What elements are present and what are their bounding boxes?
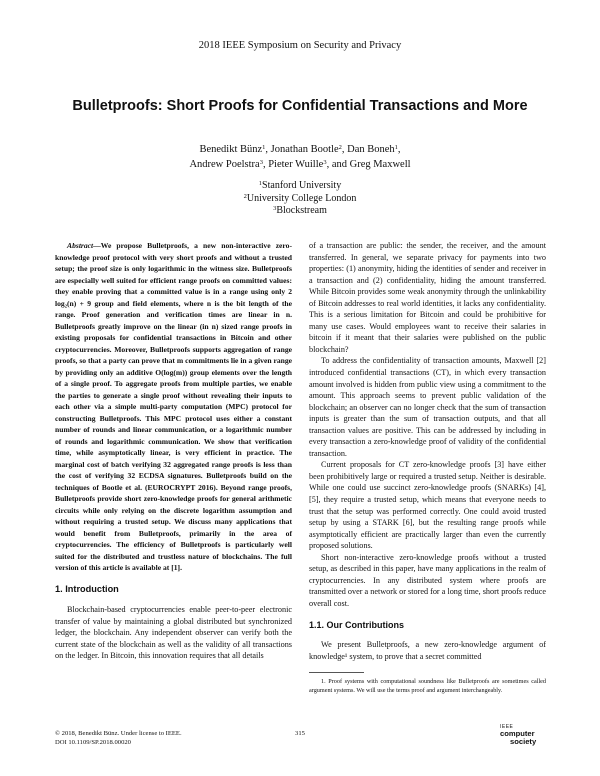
logo-computer-text: computer	[500, 729, 535, 738]
computer-society-logo	[500, 724, 550, 750]
author-name: Pieter Wuille	[268, 158, 324, 170]
author-list	[0, 143, 600, 172]
intro-paragraph: Blockchain-based cryptocurrencies enable peer-to-peer electronic transfer of value by maintaining a global distributed but synchronized ledger, the blockchain. Any independent observer can verify both the current state of the blockchain as well as the validity of all transactions on the ledger. In Bitcoin, this innovation requires that all details	[55, 605, 292, 661]
body-paragraph: To address the confidentiality of transaction amounts, Maxwell [2] introduced confidential transactions (CT), in which every transaction amount involved is hidden from public view using a commitment to the amount. This approach seems to prevent public validation of the blockchain; an observer can no longer check that the sum of transaction inputs is greater than the sum of transaction outputs, and that all transaction values are positive. This can be addressed by including in every transaction a zero-knowledge proof of validity of the confidential transaction.	[309, 356, 546, 458]
affil-name: Stanford University	[262, 180, 342, 191]
author-name: Benedikt Bünz	[199, 144, 263, 155]
affil-name: University College London	[246, 192, 357, 204]
doi-line: DOI 10.1109/SP.2018.00020	[55, 739, 131, 746]
author-sep: ,	[262, 158, 269, 170]
affil-mark: 1	[258, 180, 263, 187]
body-paragraph: of a transaction are public: the sender, the receiver, and the amount transferred. In general, we separate privacy for payments into two properties: (1) anonymity, hiding the identities of sender and receiver in a transaction and (2) confidentiality, hiding the amount transferred. While Bitcoin provides some weak anonymity through the unlinkability of Bitcoin addresses to real world identities, it lacks any confidentiality. This is a serious limitation for Bitcoin and could be prohibitive for many use cases. Would employees want to receive their salaries in bitcoin if it meant that their salaries were published on the public blockchain?	[309, 241, 546, 354]
author-name: Dan Boneh	[347, 144, 395, 155]
abstract	[55, 240, 292, 574]
logo-ieee-text: IEEE	[500, 724, 514, 730]
affil-name: Blockstream	[276, 205, 327, 216]
author-sep: ,	[265, 144, 271, 155]
copyright-line: © 2018, Benedikt Bünz. Under license to IEEE.	[55, 730, 182, 737]
page-number: 315	[295, 730, 305, 737]
subsection-heading-contributions: 1.1. Our Contributions	[309, 619, 405, 630]
author-affil-mark: 1	[262, 144, 266, 151]
author-name: Andrew Poelstra	[189, 158, 260, 170]
footnote-rule	[309, 672, 364, 673]
section-heading-introduction: 1. Introduction	[55, 583, 119, 594]
logo-society-text: society	[510, 737, 537, 746]
author-affil-mark: 2	[338, 144, 342, 151]
affiliations	[0, 180, 600, 218]
author-line-1	[0, 143, 600, 158]
right-column	[309, 240, 546, 695]
affil-mark: 3	[273, 205, 277, 212]
author-sep: ,	[341, 144, 348, 155]
footnote: 1. Proof systems with computational soundness like Bulletproofs are sometimes called argument systems. We will use the terms proof and argument interchangeably.	[309, 678, 546, 695]
affiliation-item	[0, 193, 600, 206]
author-affil-mark: 3	[259, 158, 263, 166]
author-line-2	[0, 158, 600, 173]
conference-header: 2018 IEEE Symposium on Security and Privacy	[198, 40, 402, 51]
affiliation-item	[0, 205, 600, 218]
affil-mark: 2	[243, 192, 247, 200]
author-sep: , and	[326, 158, 350, 170]
author-affil-mark: 3	[323, 158, 327, 166]
abstract-label: Abstract	[67, 241, 94, 250]
body-paragraph: We present Bulletproofs, a new zero-knowledge argument of knowledge¹ system, to prove that a secret committed	[309, 640, 546, 661]
author-name: Jonathan Bootle	[270, 144, 339, 155]
author-name: Greg Maxwell	[349, 158, 411, 170]
body-paragraph: Short non-interactive zero-knowledge proofs without a trusted setup, as described in this paper, have many applications in the realm of cryptocurrencies. In any distributed system where proofs are transmitted over a network or stored for a long time, short proofs reduce overall cost.	[309, 552, 546, 608]
body-paragraph: Current proposals for CT zero-knowledge proofs [3] have either been prohibitively large or required a trusted setup. Neither is desirable. While one could use succinct zero-knowledge proofs (SNARKs) [4], [5], they require a trusted setup, which means that everyone needs to trust that the setup was performed correctly. One could avoid trusted setup by using a STARK [6], but the resulting range proofs while asymptotically efficient are practically larger than even the currently proposed solutions.	[309, 460, 546, 551]
author-affil-mark: 1	[394, 144, 398, 151]
affiliation-item	[0, 180, 600, 193]
left-column	[55, 240, 292, 662]
abstract-text: —We propose Bulletproofs, a new non-interactive zero-knowledge proof protocol with very short proofs and without a trusted setup; the proof size is only logarithmic in the witness size. Bulletproofs are especially well suited for efficient range proofs on committed values: they enable proving that a committed value is in a range using only 2 log₂(n) + 9 group and field elements, where n is the bit length of the range. Proof generation and verification times are linear in n. Bulletproofs greatly improve on the linear (in n) sized range proofs in existing proposals for confidential transactions in Bitcoin and other cryptocurrencies. Moreover, Bulletproofs supports aggregation of range proofs, so that a party can prove that m commitments lie in a given range by providing only an additive O(log(m)) group elements over the length of a single proof. To aggregate proofs from multiple parties, we enable the parties to generate a single proof without revealing their inputs to each other via a simple multi-party computation (MPC) protocol for constructing Bulletproofs. This MPC protocol uses either a constant number of rounds and linear communication, or a logarithmic number of rounds and logarithmic communication. We show that verification time, while asymptotically linear, is very efficient in practice. The marginal cost of batch verifying 32 aggregated range proofs is less than the cost of verifying 32 ECDSA signatures. Bulletproofs build on the techniques of Bootle et al. (EUROCRYPT 2016). Beyond range proofs, Bulletproofs provide short zero-knowledge proofs for general arithmetic circuits while only relying on the discrete logarithm assumption and without requiring a trusted setup. We discuss many applications that would benefit from Bulletproofs, primarily in the area of cryptocurrencies. The efficiency of Bulletproofs is particularly well suited for the distributed and trustless nature of blockchains. The full version of this article is available at [1].	[55, 241, 293, 572]
paper-title: Bulletproofs: Short Proofs for Confidential Transactions and More	[72, 98, 528, 114]
author-sep: ,	[397, 144, 401, 155]
